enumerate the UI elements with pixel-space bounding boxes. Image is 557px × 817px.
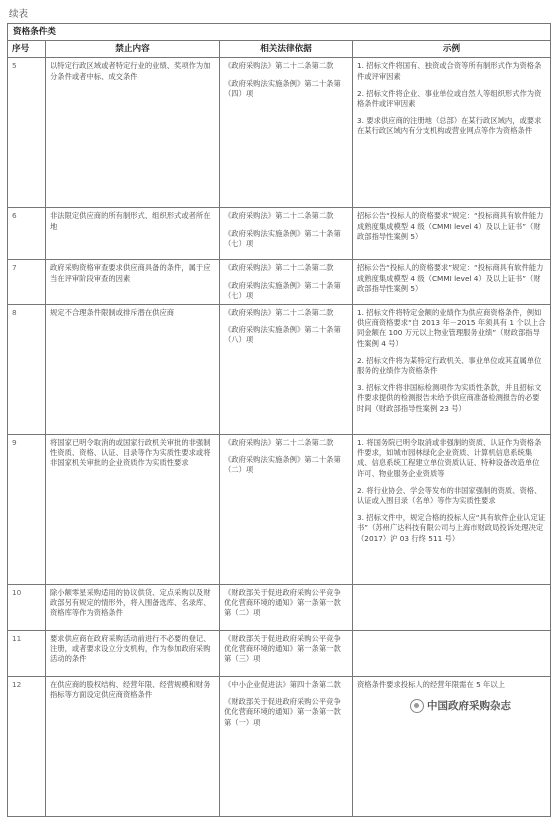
row-legal-basis [220,208,353,260]
row-number: 8 [8,305,46,435]
table-row [8,260,551,305]
example-item: 资格条件要求投标人的经营年限需在 5 年以上 [357,680,505,690]
row-example [353,585,551,631]
basis-item: 《政府采购法》第二十二条第二款 [224,61,334,71]
row-example [353,435,551,585]
basis-item: 《政府采购法》第二十二条第二款 [224,263,334,273]
row-legal-basis [220,585,353,631]
table-row [8,305,551,435]
row-number: 7 [8,260,46,305]
example-item: 3. 招标文件中，规定合格的投标人应“具有软件企业认定证书”（苏州广达科技有限公司与上海市财政局投诉处理决定（2017）沪 03 行终 511 号） [357,513,546,543]
row-number: 11 [8,631,46,677]
row-content: 政府采购资格审查要求供应商具备的条件，属于应当在评审阶段审查的因素 [46,260,220,305]
example-item: 3. 要求供应商的注册地（总部）在某行政区域内，或要求在某行政区域内有分支机构或营业网点等作为资格条件 [357,116,542,136]
example-item: 3. 招标文件将非国标检测项作为实质性条款，并且招标文件要求提供的检测报告未给予供应商准备检测报告的必要时间（财政部指导性案例 23 号） [357,383,542,413]
basis-item: 《政府采购法实施条例》第二十条第（七）项 [224,280,341,300]
basis-item: 《政府采购法实施条例》第二十条第（二）项 [224,455,341,475]
example-item: 招标公告“投标人的资格要求”规定：“投标商具有软件能力成熟度集成模型 4 级（CMMI level 4）及以上证书”（财政部指导性案例 5） [357,211,544,241]
header-example: 示例 [353,41,551,58]
table-row [8,208,551,260]
table-row [8,585,551,631]
basis-item: 《财政部关于促进政府采购公平竞争优化营商环境的通知》第一条第一款第（一）项 [224,697,341,727]
row-content: 规定不合理条件限制或排斥潜在供应商 [46,305,220,435]
basis-item: 《财政部关于促进政府采购公平竞争优化营商环境的通知》第一条第一款第（三）项 [224,634,341,664]
basis-item: 《政府采购法》第二十二条第二款 [224,308,334,318]
row-content: 将国家已明令取消的或国家行政机关审批的非强制性资质、资格、认证、目录等作为实质性要求或将非国家机关审批的企业资质作为实质性要求 [46,435,220,585]
basis-item: 《财政部关于促进政府采购公平竞争优化营商环境的通知》第一条第一款第（二）项 [224,588,341,618]
row-example [353,305,551,435]
row-legal-basis [220,435,353,585]
table-row [8,435,551,585]
basis-item: 《政府采购法实施条例》第二十条第（八）项 [224,325,341,345]
row-example [353,631,551,677]
row-number: 9 [8,435,46,585]
example-item: 2. 招标文件将为某特定行政机关、事业单位或其直属单位服务的业绩作为资格条件 [357,355,542,376]
example-item: 1. 招标文件将特定金额的业绩作为供应商资格条件，例如供应商资格要求“自 2013 年－2015 年须具有 1 个以上合同金额在 100 万元以上物业管理服务业绩”（财政部指导性案例 4 号） [357,308,546,348]
row-example [353,58,551,208]
example-item: 1. 招标文件将国有、独资或合资等所有制形式作为资格条件或评审因素 [357,61,542,81]
header-num: 序号 [8,41,46,58]
basis-item: 《中小企业促进法》第四十条第二款 [224,680,341,690]
example-item: 1. 将国务院已明令取消或非强制的资质、认证作为资格条件要求，如城市园林绿化企业资质、计算机信息系统集成、信息系统工程建立单位资质认证、特种设备改造单位许可、物业服务企业资质等 [357,438,542,478]
wechat-logo-icon [410,699,424,713]
row-legal-basis [220,260,353,305]
basis-item: 《政府采购法实施条例》第二十条第（四）项 [224,78,341,98]
row-content: 要求供应商在政府采购活动前进行不必要的登记、注册，或者要求设立分支机构，作为参加政府采购活动的条件 [46,631,220,677]
row-number: 10 [8,585,46,631]
row-number: 5 [8,58,46,208]
watermark-text: 中国政府采购杂志 [427,700,511,712]
basis-item: 《政府采购法》第二十二条第二款 [224,211,334,221]
category-title: 资格条件类 [8,24,551,41]
row-legal-basis [220,677,353,817]
row-legal-basis [220,305,353,435]
row-content: 以特定行政区域或者特定行业的业绩、奖项作为加分条件或者中标、成交条件 [46,58,220,208]
header-basis: 相关法律依据 [220,41,353,58]
row-content: 非法限定供应商的所有制形式、组织形式或者所在地 [46,208,220,260]
row-legal-basis [220,631,353,677]
example-item: 招标公告“投标人的资格要求”规定：“投标商具有软件能力成熟度集成模型 4 级（CMMI level 4）及以上证书”（财政部指导性案例 5） [357,263,544,293]
row-number: 6 [8,208,46,260]
example-item: 2. 将行业协会、学会等发布的非国家强制的资质、资格、认证或入围目录（名单）等作为实质性要求 [357,485,542,506]
row-legal-basis [220,58,353,208]
row-content: 除小额零星采购适用的协议供货、定点采购以及财政部另有规定的情形外，将入围备选库、名录库、资格库等作为资格条件 [46,585,220,631]
row-content: 在供应商的股权结构、经营年限、经营规模和财务指标等方面设定供应商资格条件 [46,677,220,817]
watermark [410,698,511,713]
table-row [8,631,551,677]
example-item: 2. 招标文件将企业、事业单位或自然人等组织形式作为资格条件或评审因素 [357,88,542,109]
row-example [353,260,551,305]
row-example [353,208,551,260]
row-number: 12 [8,677,46,817]
basis-item: 《政府采购法》第二十二条第二款 [224,438,334,448]
header-content: 禁止内容 [46,41,220,58]
basis-item: 《政府采购法实施条例》第二十条第（七）项 [224,228,341,248]
table-row [8,58,551,208]
continued-label: 续表 [9,9,29,20]
